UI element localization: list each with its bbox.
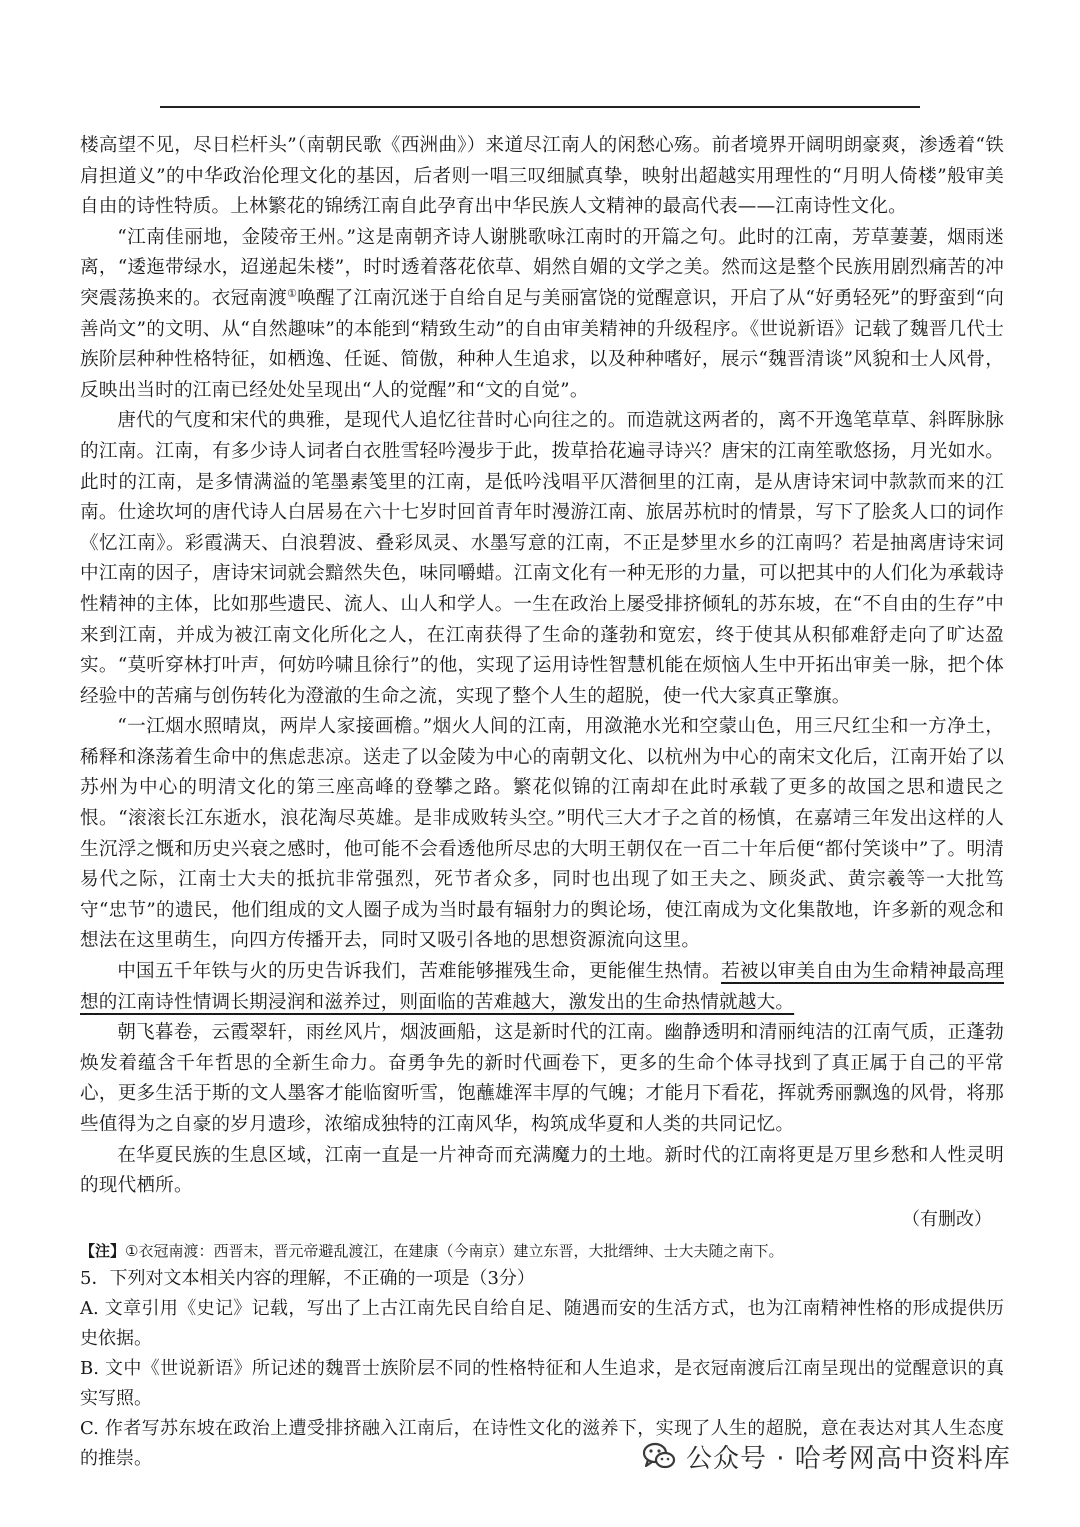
- footnote-marker: ①: [287, 286, 298, 300]
- option-a: A. 文章引用《史记》记载，写出了上古江南先民自给自足、随遇而安的生活方式，也为江南精神性格的形成提供历史依据。: [80, 1297, 1004, 1349]
- top-divider: [160, 106, 920, 108]
- annotation: [80, 1238, 1004, 1264]
- source-note: （有删改）: [902, 1208, 992, 1230]
- paragraph-tang-song: 唐代的气度和宋代的典雅，是现代人追忆往昔时心向往之的。而造就这两者的，离不开逸笔草草、斜晖脉脉的江南。江南，有多少诗人词者白衣胜雪轻吟漫步于此，拨草拾花遍寻诗兴？唐宋的江南笙歌悠扬，月光如水。此时的江南，是多情满溢的笔墨素笺里的江南，是低吟浅唱平仄潜徊里的江南，是从唐诗宋词中款款而来的江南。仕途坎坷的唐代诗人白居易在六十七岁时回首青年时漫游江南、旅居苏杭时的情景，写下了脍炙人口的词作《忆江南》。彩霞满天、白浪碧波、叠彩凤灵、水墨写意的江南，不正是梦里水乡的江南吗？若是抽离唐诗宋词中江南的因子，唐诗宋词就会黯然失色，味同嚼蜡。江南文化有一种无形的力量，可以把其中的人们化为承载诗性精神的主体，比如那些遗民、流人、山人和学人。一生在政治上屡受排挤倾轧的苏东坡，在“不自由的生存”中来到江南，并成为被江南文化所化之人，在江南获得了生命的蓬勃和宽宏，终于使其从积郁难舒走向了旷达盈实。“莫听穿林打叶声，何妨吟啸且徐行”的他，实现了运用诗性智慧机能在烦恼人生中开拓出审美一脉，把个体经验中的苦痛与创伤转化为澄澈的生命之流，实现了整个人生的超脱，使一代大家真正擎旗。: [80, 410, 1004, 707]
- watermark-text: 公众号 · 哈考网高中资料库: [686, 1443, 1011, 1474]
- paragraph-history-hardship: [80, 957, 1004, 1018]
- watermark: [642, 1434, 1011, 1478]
- paragraph-conclusion: 在华夏民族的生息区域，江南一直是一片神奇而充满魔力的土地。新时代的江南将更是万里乡愁和人性灵明的现代栖所。: [80, 1144, 1004, 1197]
- paragraph-jiangnan-jialidi: [80, 223, 1004, 407]
- paragraph-new-era: 朝飞暮卷，云霞翠轩，雨丝风片，烟波画船，这是新时代的江南。幽静透明和清丽纯洁的江南气质，正蓬勃焕发着蕴含千年哲思的全新生命力。奋勇争先的新时代画卷下，更多的生命个体寻找到了真正属于自己的平常心，更多生活于斯的文人墨客才能临窗听雪，饱蘸雄浑丰厚的气魄；才能月下看花，挥就秀丽飘逸的风骨，将那些值得为之自豪的岁月遗珍，浓缩成独特的江南风华，构筑成华夏和人类的共同记忆。: [80, 1022, 1004, 1135]
- underlined-sentence: 若被以审美自由为生命精神最高理想的江南诗性情调长期浸润和滋养过，则面临的苦难越大，激发出的生命热情就越大。: [80, 961, 1004, 1013]
- document-body: [80, 131, 1004, 1474]
- paragraph-text: 中国五千年铁与火的历史告诉我们，苦难能够摧残生命，更能催生热情。: [117, 961, 722, 983]
- option-b: B. 文中《世说新语》所记述的魏晋士族阶层不同的性格特征和人生追求，是衣冠南渡后江南呈现出的觉醒意识的真实写照。: [80, 1357, 1004, 1409]
- annotation-text: ①衣冠南渡：西晋末，晋元帝避乱渡江，在建康（今南京）建立东晋，大批缙绅、士大夫随之南下。: [125, 1241, 784, 1260]
- paragraph-text: “江南佳丽地，金陵帝王州。”这是南朝齐诗人谢朓歌咏江南时的开篇之句。此时的江南，芳草萋萋，烟雨迷离，“逶迤带绿水，迢递起朱楼”，时时透着落花依草、娟然自媚的文学之美。然而这是整个民族用剧烈痛苦的冲突震荡换来的。衣冠南渡: [80, 226, 1004, 309]
- paragraph-continued: 楼高望不见，尽日栏杆头”（南朝民歌《西洲曲》）来道尽江南人的闲愁心殇。前者境界开阔明朗豪爽，渗透着“铁肩担道义”的中华政治伦理文化的基因，后者则一唱三叹细腻真挚，映射出超越实用理性的“月明人倚楼”般审美自由的诗性特质。上林繁花的锦绣江南自此孕育出中华民族人文精神的最高代表——江南诗性文化。: [80, 135, 1004, 218]
- annotation-label: 【注】: [80, 1241, 126, 1260]
- wechat-icon: [642, 1441, 676, 1471]
- question-stem: 5．下列对文本相关内容的理解，不正确的一项是（3分）: [80, 1267, 535, 1289]
- paragraph-yijiang-yanshui: “一江烟水照晴岚，两岸人家接画檐。”烟火人间的江南，用潋滟水光和空蒙山色，用三尺红尘和一方净土，稀释和涤荡着生命中的焦虑悲凉。送走了以金陵为中心的南朝文化、以杭州为中心的南宋文化后，江南开始了以苏州为中心的明清文化的第三座高峰的登攀之路。繁花似锦的江南却在此时承载了更多的故国之思和遗民之恨。“滚滚长江东逝水，浪花淘尽英雄。是非成败转头空。”明代三大才子之首的杨慎，在嘉靖三年发出这样的人生沉浮之慨和历史兴衰之感时，他可能不会看透他所尽忠的大明王朝仅在一百二十年后便“都付笑谈中”了。明清易代之际，江南士大夫的抵抗非常强烈，死节者众多，同时也出现了如王夫之、顾炎武、黄宗羲等一大批笃守“忠节”的遗民，他们组成的文人圈子成为当时最有辐射力的舆论场，使江南成为文化集散地，许多新的观念和想法在这里萌生，向四方传播开去，同时又吸引各地的思想资源流向这里。: [80, 716, 1004, 952]
- option-c: C. 作者写苏东坡在政治上遭受排挤融入江南后，在诗性文化的滋养下，实现了人生的超脱，意在表达对其人生态度的推崇。: [80, 1417, 1004, 1469]
- paragraph-text: 唤醒了江南沉迷于自给自足与美丽富饶的觉醒意识，开启了从“好勇轻死”的野蛮到“向善尚文”的文明、从“自然趣味”的本能到“精致生动”的自由审美精神的升级程序。《世说新语》记载了魏晋几代士族阶层种种性格特征，如栖逸、任诞、简傲，种种人生追求，以及种种嗜好，展示“魏晋清谈”风貌和士人风骨，反映出当时的江南已经处处呈现出“人的觉醒”和“文的自觉”。: [80, 287, 1004, 401]
